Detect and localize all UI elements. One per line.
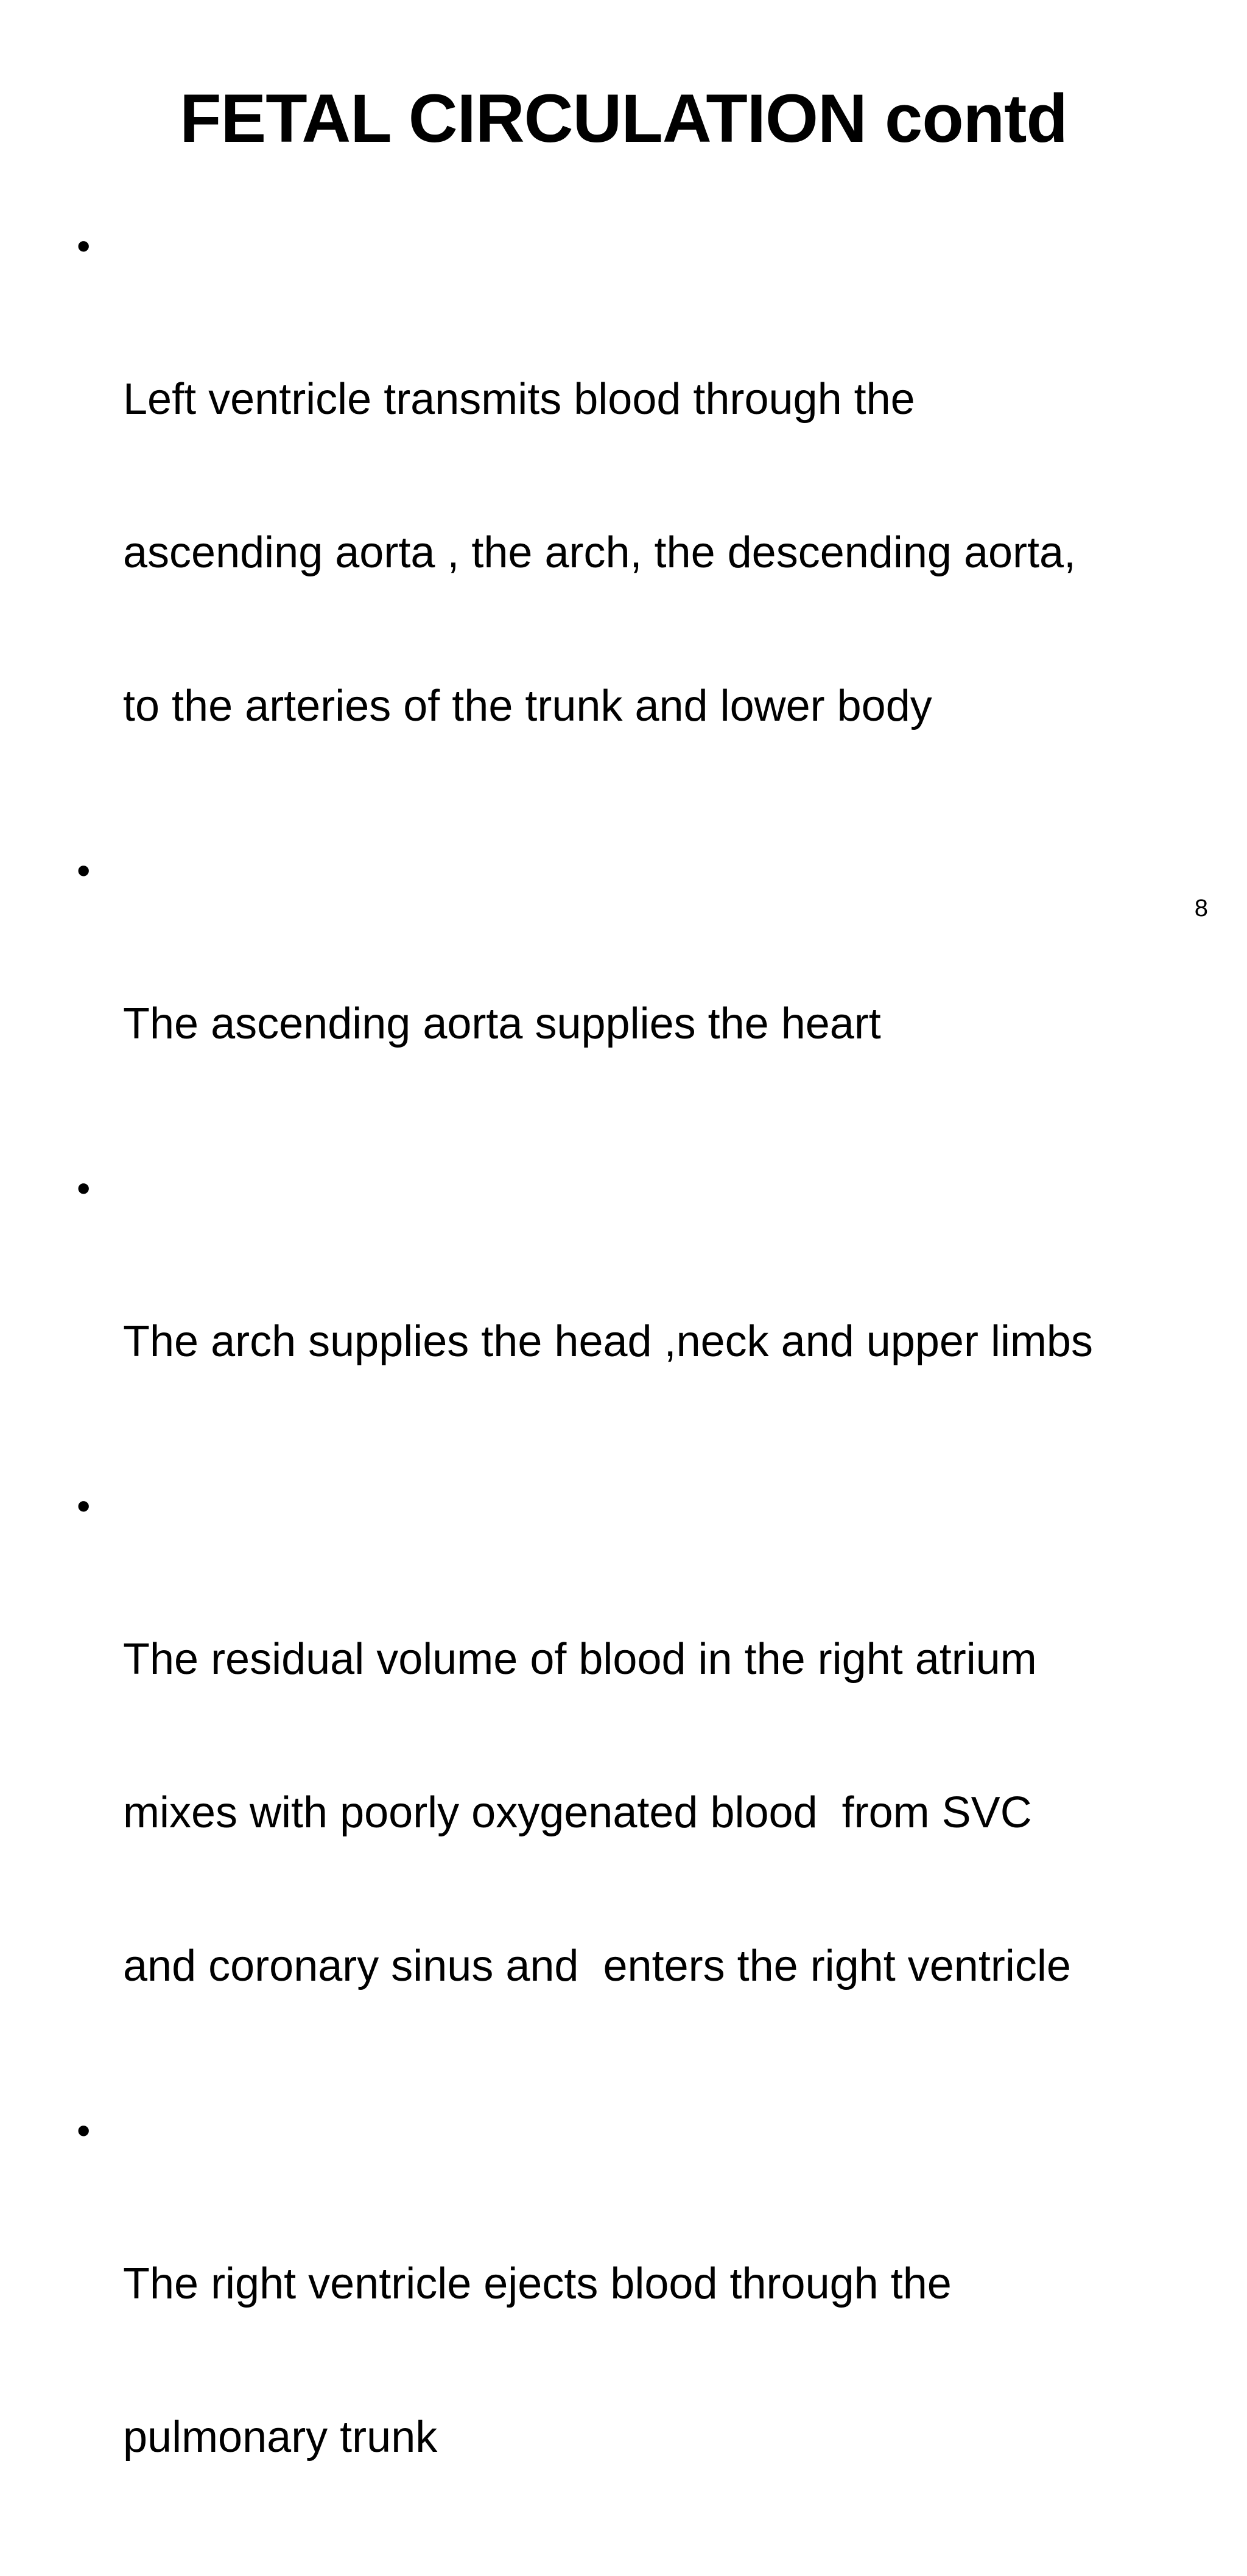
bullet-line: Left ventricle transmits blood through the — [123, 375, 915, 424]
bullet-item — [73, 845, 1206, 1152]
page-number: 8 — [1194, 895, 1208, 922]
bullet-line: The right ventricle ejects blood through the — [123, 2259, 952, 2308]
bullet-list — [73, 220, 1206, 2576]
bullet-icon: • — [77, 1166, 91, 1210]
bullet-icon: • — [77, 2109, 91, 2152]
bullet-icon: • — [77, 1484, 91, 1528]
bullet-line: The residual volume of blood in the right atrium — [123, 1635, 1037, 1684]
bullet-line: pulmonary trunk — [123, 2413, 438, 2462]
bullet-line: ascending aorta , the arch, the descending aorta, — [123, 528, 1077, 577]
bullet-line: and coronary sinus and enters the right ventricle — [123, 1942, 1071, 1990]
bullet-icon: • — [77, 224, 91, 268]
bullet-line: The arch supplies the head ,neck and upper limbs — [123, 1317, 1093, 1366]
slide-title: FETAL CIRCULATION contd — [180, 80, 1067, 156]
bullet-icon: • — [77, 849, 91, 892]
bullet-item — [73, 1480, 1206, 2094]
bullet-item — [73, 220, 1206, 834]
bullet-line: The ascending aorta supplies the heart — [123, 999, 881, 1048]
bullet-item — [73, 2105, 1206, 2565]
bullet-line: mixes with poorly oxygenated blood from SVC — [123, 1788, 1032, 1837]
bullet-item — [73, 1163, 1206, 1469]
bullet-line: to the arteries of the trunk and lower body — [123, 682, 932, 730]
